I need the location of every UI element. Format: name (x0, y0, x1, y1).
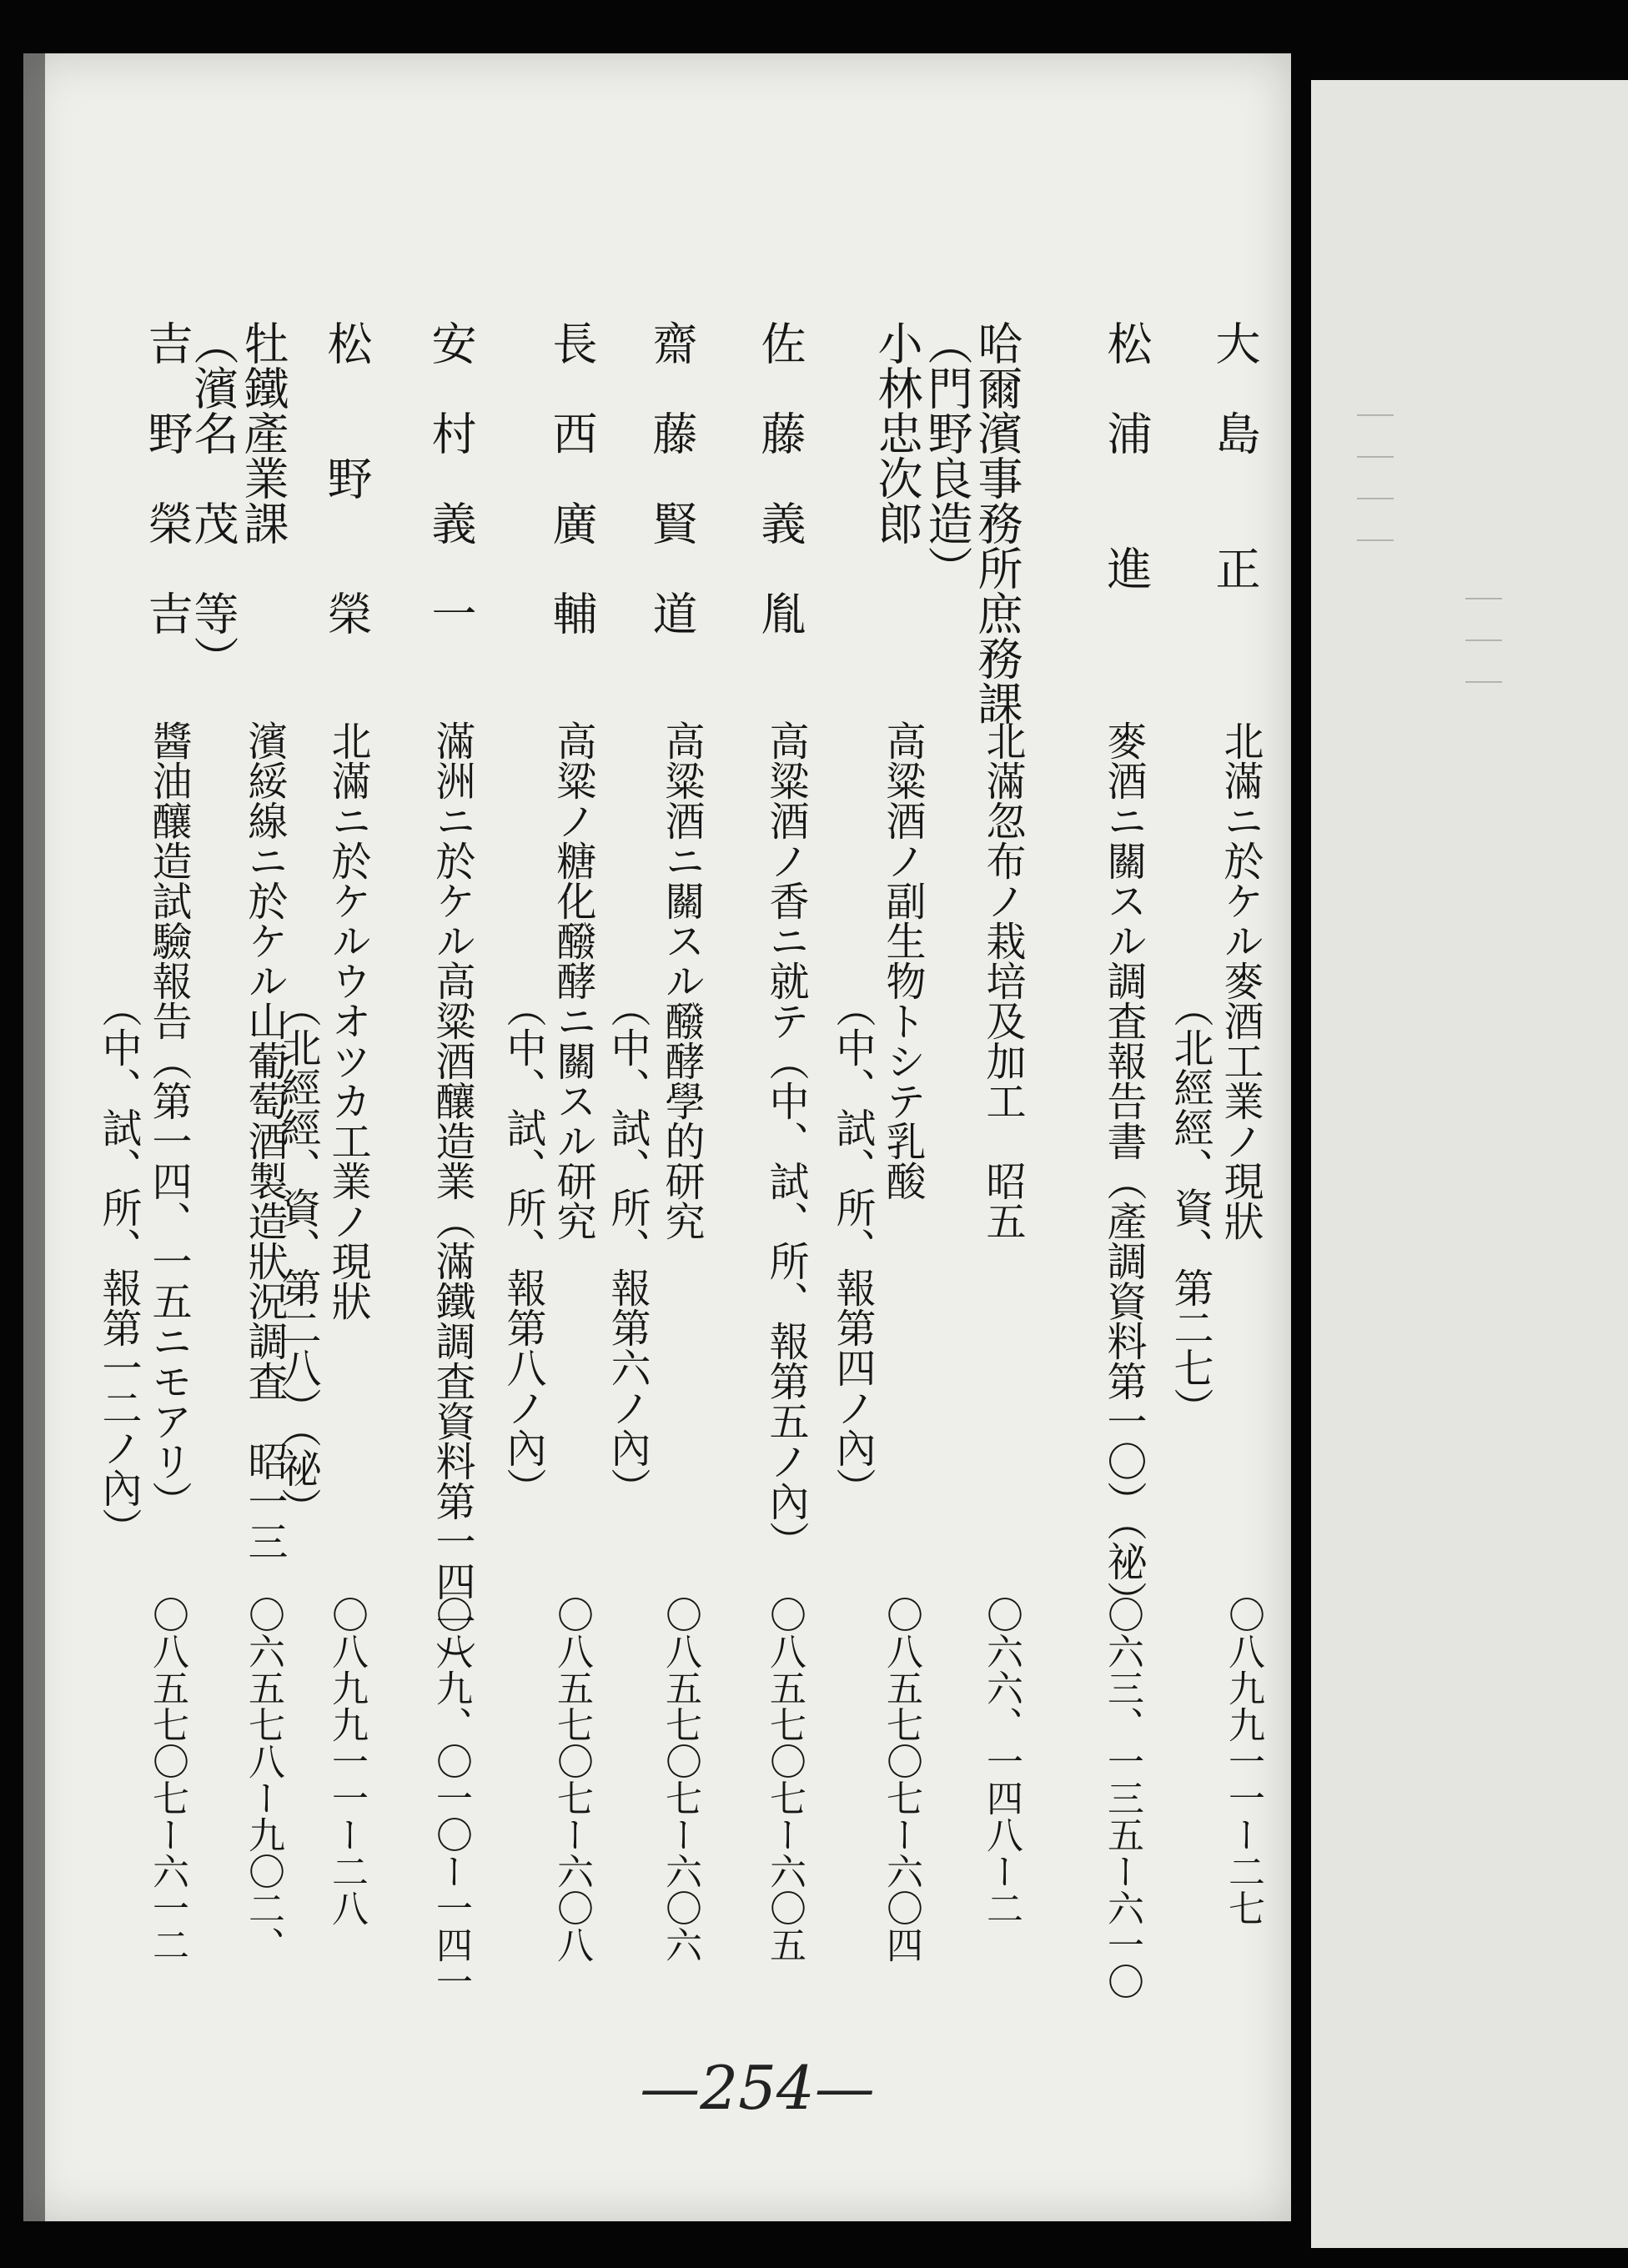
classification-code: 〇八九、〇一〇ー一四一 (430, 1596, 472, 2000)
title: 濱綏線ニ於ケル山葡萄酒製造狀況調査 昭一三 (241, 720, 288, 1561)
title-continued: （北經經、資、第二七） (1167, 987, 1213, 1428)
author: 小林忠次郎 (871, 320, 923, 545)
classification-code: 〇八九九一一ー二八 (325, 1596, 368, 1926)
title: 高粱酒ノ副生物トシテ乳酸 (879, 720, 926, 1201)
title: 醬油釀造試驗報告（第一四、一五ニモアリ） (145, 720, 192, 1521)
document-page (23, 53, 1291, 2221)
classification-code: 〇八五七〇七ー六一二 (146, 1596, 188, 1963)
author: 佐 藤 義 胤 (754, 320, 806, 635)
author: 大 島 正 (1208, 320, 1261, 590)
author: 安 村 義 一 (425, 320, 477, 635)
title-continued: （中、試、所、報第八ノ內） (500, 987, 546, 1508)
author-note: （濱名 茂 等） (187, 320, 239, 680)
author: 吉 野 榮 吉 (141, 320, 193, 635)
classification-code: 〇八九九一一ー二七 (1222, 1596, 1264, 1926)
title: 北滿ニ於ケル麥酒工業ノ現狀 (1217, 720, 1264, 1241)
author: 齋 藤 賢 道 (646, 320, 698, 635)
classification-code: 〇八五七〇七ー六〇四 (880, 1596, 922, 1963)
author-note: （門野良造） (921, 320, 973, 590)
title: 滿洲ニ於ケル高粱酒釀造業（滿鐵調査資料第一四一） (429, 720, 475, 1681)
author: 牡鐵產業課 (237, 320, 289, 545)
classification-code: 〇八五七〇七ー六〇五 (763, 1596, 806, 1963)
title: 高粱ノ糖化醱酵ニ關スル研究 (550, 720, 596, 1241)
title: 高粱酒ノ香ニ就テ（中、試、所、報第五ノ內） (762, 720, 809, 1561)
classification-code: 〇八五七〇七ー六〇八 (550, 1596, 593, 1963)
title: 高粱酒ニ關スル醱酵學的研究 (658, 720, 705, 1241)
classification-code: 〇六五七八ー九〇二、 (242, 1596, 284, 1963)
author: 長 西 廣 輔 (545, 320, 598, 635)
adjacent-page-edge (1311, 80, 1628, 2248)
title: 麥酒ニ關スル調査報告書（產調資料第一〇）（祕） (1100, 720, 1147, 1621)
bibliography-entry (48, 53, 265, 2221)
classification-code: 〇六六、一四八ー二 (980, 1596, 1023, 1926)
title-continued: （北經經、資、第二八）（祕） (274, 987, 321, 1528)
bleed-through-marks: ｜｜｜｜ (1350, 397, 1393, 564)
title-continued: （中、試、所、報第六ノ內） (604, 987, 651, 1508)
author: 哈爾濱事務所庶務課 (971, 320, 1023, 725)
title-continued: （中、試、所、報第四ノ內） (829, 987, 876, 1508)
bleed-through-marks: ｜｜｜ (1459, 580, 1501, 705)
title: 北滿忽布ノ栽培及加工 昭五 (979, 720, 1026, 1241)
author: 松 野 榮 (320, 320, 373, 635)
page-number: —254— (640, 2053, 875, 2123)
classification-code: 〇八五七〇七ー六〇六 (659, 1596, 701, 1963)
title: 北滿ニ於ケルウオツカ工業ノ現狀 (324, 720, 371, 1321)
classification-code: 〇六三、一三五ー六一〇 (1101, 1596, 1143, 2000)
title-continued: （中、試、所、報第一二ノ內） (95, 987, 142, 1548)
page-binding-edge (23, 53, 45, 2221)
author: 松 浦 進 (1100, 320, 1153, 590)
